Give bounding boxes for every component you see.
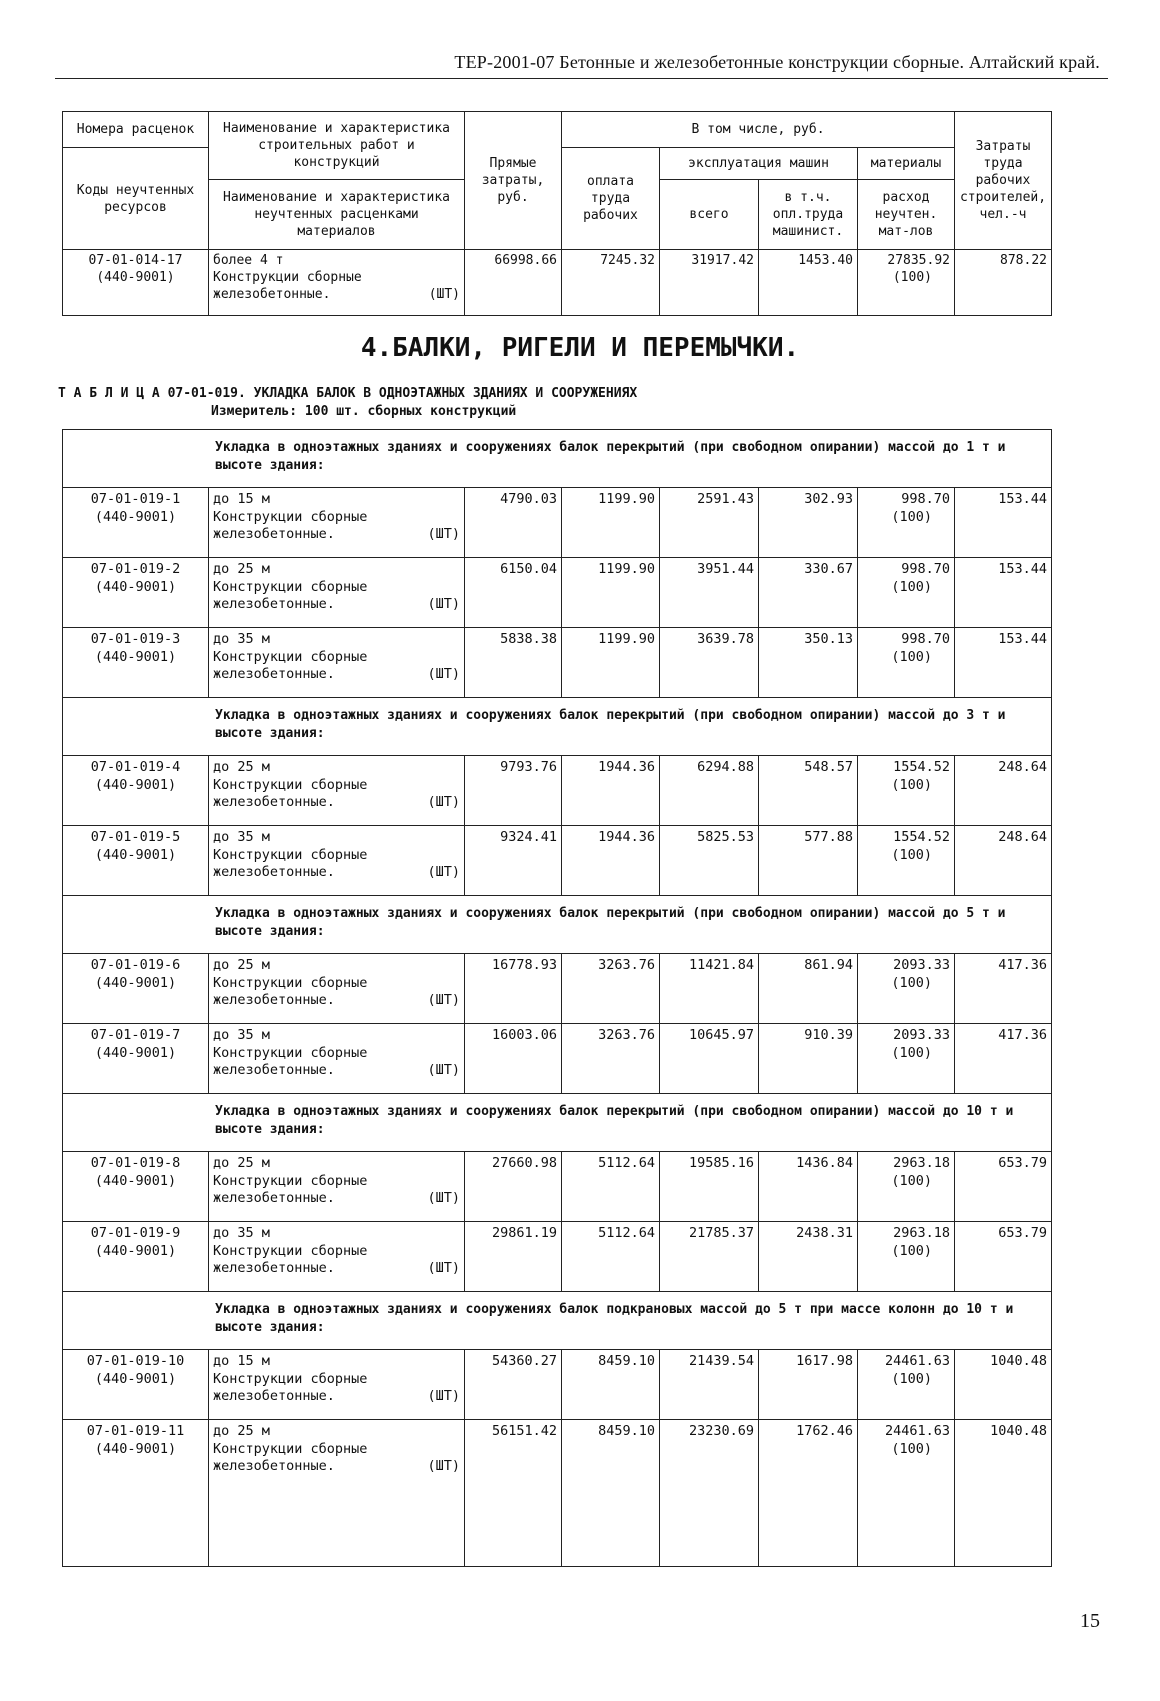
material-unit: (ШТ)	[427, 794, 460, 810]
material-qty: (100)	[892, 270, 932, 285]
material-unit: (ШТ)	[428, 287, 460, 302]
machines-total: 6294.88	[660, 756, 759, 826]
material-qty: (100)	[891, 1172, 932, 1189]
materials-cost: 998.70	[901, 491, 950, 507]
machines-total: 23230.69	[660, 1420, 759, 1567]
rate-description: до 25 м	[213, 957, 270, 973]
labor-hours: 1040.48	[955, 1350, 1052, 1420]
rates-table-019	[62, 429, 1052, 1567]
rate-code: 07-01-019-3	[90, 631, 181, 647]
material-name: Конструкции сборные железобетонные.	[213, 974, 368, 1008]
labor-hours: 153.44	[955, 628, 1052, 698]
material-qty: (100)	[891, 846, 932, 863]
rate-code: 07-01-019-1	[90, 491, 181, 507]
table-row	[63, 1152, 1052, 1222]
group-header-row	[63, 896, 1052, 954]
labor-hours: 153.44	[955, 488, 1052, 558]
material-name: Конструкции сборные железобетонные.	[213, 270, 362, 302]
rate-code: 07-01-019-4	[90, 759, 181, 775]
material-unit: (ШТ)	[427, 1190, 460, 1206]
material-qty: (100)	[891, 1044, 932, 1061]
page-number: 15	[1080, 1610, 1100, 1632]
rate-description: до 35 м	[213, 1027, 270, 1043]
table-caption: Т А Б Л И Ц А 07-01-019. УКЛАДКА БАЛОК В ОДНОЭТАЖНЫХ ЗДАНИЯХ И СООРУЖЕНИЯХ	[58, 386, 638, 401]
labor-pay: 5112.64	[562, 1152, 660, 1222]
col-header-incl-pay: в т.ч. опл.труда машинист.	[759, 180, 858, 250]
labor-pay: 5112.64	[562, 1222, 660, 1292]
material-unit: (ШТ)	[427, 666, 460, 682]
resource-code: (440-9001)	[94, 578, 177, 595]
resource-code: (440-9001)	[94, 648, 177, 665]
direct-cost: 29861.19	[465, 1222, 562, 1292]
rate-code: 07-01-019-2	[90, 561, 181, 577]
material-unit: (ШТ)	[427, 864, 460, 880]
material-name: Конструкции сборные железобетонные.	[213, 648, 368, 682]
materials-cost: 27835.92	[887, 253, 950, 268]
rate-description: до 15 м	[213, 1353, 270, 1369]
machines-total: 5825.53	[660, 826, 759, 896]
materials-cost: 998.70	[901, 631, 950, 647]
material-name: Конструкции сборные железобетонные.	[213, 1242, 368, 1276]
material-unit: (ШТ)	[427, 992, 460, 1008]
direct-cost: 56151.42	[465, 1420, 562, 1567]
machinist-pay: 910.39	[759, 1024, 858, 1094]
labor-pay: 1944.36	[562, 826, 660, 896]
rate-code: 07-01-019-9	[90, 1225, 181, 1241]
labor-pay: 1944.36	[562, 756, 660, 826]
machines-total: 19585.16	[660, 1152, 759, 1222]
labor-pay: 3263.76	[562, 954, 660, 1024]
rate-description: до 25 м	[213, 759, 270, 775]
labor-pay: 8459.10	[562, 1350, 660, 1420]
table-row	[63, 1420, 1052, 1567]
col-header-incl: В том числе, руб.	[562, 112, 955, 148]
material-qty: (100)	[891, 776, 932, 793]
rate-description: более 4 т	[213, 253, 284, 268]
material-name: Конструкции сборные железобетонные.	[213, 776, 368, 810]
group-header-row	[63, 1094, 1052, 1152]
materials-cost: 1554.52	[893, 829, 950, 845]
machinist-pay: 577.88	[759, 826, 858, 896]
resource-code: (440-9001)	[96, 270, 175, 285]
table-row	[63, 756, 1052, 826]
group-title: Укладка в одноэтажных зданиях и сооружениях балок перекрытий (при свободном опирании) массой до 3 т и высоте здания:	[63, 698, 1052, 756]
direct-cost: 27660.98	[465, 1152, 562, 1222]
rate-code: 07-01-019-8	[90, 1155, 181, 1171]
labor-hours: 878.22	[955, 250, 1052, 316]
header-rule	[55, 78, 1108, 79]
machinist-pay: 861.94	[759, 954, 858, 1024]
col-header-name: Наименование и характеристика строительных работ и конструкций	[209, 112, 465, 180]
material-name: Конструкции сборные железобетонные.	[213, 1370, 368, 1404]
col-header-labor: Затраты труда рабочих строителей, чел.-ч	[955, 112, 1052, 250]
labor-hours: 153.44	[955, 558, 1052, 628]
rate-description: до 25 м	[213, 1155, 270, 1171]
labor-pay: 8459.10	[562, 1420, 660, 1567]
rate-code: 07-01-019-6	[90, 957, 181, 973]
material-name: Конструкции сборные железобетонные.	[213, 846, 368, 880]
col-header-material-name: Наименование и характеристика неучтенных расценками материалов	[209, 180, 465, 250]
labor-pay: 7245.32	[562, 250, 660, 316]
material-qty: (100)	[891, 1242, 932, 1259]
resource-code: (440-9001)	[94, 1370, 177, 1387]
materials-cost: 998.70	[901, 561, 950, 577]
resource-code: (440-9001)	[94, 1172, 177, 1189]
machinist-pay: 1453.40	[759, 250, 858, 316]
materials-cost: 2963.18	[893, 1155, 950, 1171]
table-row	[63, 954, 1052, 1024]
material-unit: (ШТ)	[427, 1062, 460, 1078]
material-name: Конструкции сборные железобетонные.	[213, 1440, 368, 1474]
labor-hours: 248.64	[955, 756, 1052, 826]
material-name: Конструкции сборные железобетонные.	[213, 1044, 368, 1078]
group-header-row	[63, 698, 1052, 756]
machines-total: 3639.78	[660, 628, 759, 698]
table-row	[63, 1024, 1052, 1094]
material-name: Конструкции сборные железобетонные.	[213, 578, 368, 612]
col-header-unaccounted: расход неучтен. мат-лов	[858, 180, 955, 250]
col-header-materials: материалы	[858, 148, 955, 180]
resource-code: (440-9001)	[94, 846, 177, 863]
machines-total: 21439.54	[660, 1350, 759, 1420]
labor-pay: 3263.76	[562, 1024, 660, 1094]
table-row	[63, 826, 1052, 896]
resource-code: (440-9001)	[94, 508, 177, 525]
direct-cost: 16003.06	[465, 1024, 562, 1094]
labor-pay: 1199.90	[562, 558, 660, 628]
resource-code: (440-9001)	[94, 1242, 177, 1259]
machinist-pay: 2438.31	[759, 1222, 858, 1292]
col-header-total: всего	[660, 180, 759, 250]
rate-code: 07-01-019-11	[86, 1423, 185, 1439]
section-title: 4.БАЛКИ, РИГЕЛИ И ПЕРЕМЫЧКИ.	[360, 333, 800, 363]
table-row	[63, 488, 1052, 558]
group-header-row	[63, 1292, 1052, 1350]
materials-cost: 2093.33	[893, 1027, 950, 1043]
rate-description: до 35 м	[213, 631, 270, 647]
machinist-pay: 1436.84	[759, 1152, 858, 1222]
labor-hours: 417.36	[955, 954, 1052, 1024]
materials-cost: 24461.63	[884, 1423, 950, 1439]
machinist-pay: 330.67	[759, 558, 858, 628]
col-header-pay: оплата труда рабочих	[562, 148, 660, 250]
materials-cost: 2963.18	[893, 1225, 950, 1241]
rate-code: 07-01-019-7	[90, 1027, 181, 1043]
labor-hours: 248.64	[955, 826, 1052, 896]
material-unit: (ШТ)	[427, 1388, 460, 1404]
material-name: Конструкции сборные железобетонные.	[213, 1172, 368, 1206]
resource-code: (440-9001)	[94, 974, 177, 991]
material-unit: (ШТ)	[427, 596, 460, 612]
group-header-row	[63, 430, 1052, 488]
running-header: ТЕР-2001-07 Бетонные и железобетонные конструкции сборные. Алтайский край.	[454, 52, 1100, 72]
rate-description: до 25 м	[213, 561, 270, 577]
col-header-codes: Номера расценок	[63, 112, 209, 148]
col-header-resources: Коды неучтенных ресурсов	[63, 148, 209, 250]
machines-total: 10645.97	[660, 1024, 759, 1094]
machines-total: 21785.37	[660, 1222, 759, 1292]
machinist-pay: 1617.98	[759, 1350, 858, 1420]
rates-table-top	[62, 111, 1052, 316]
direct-cost: 9324.41	[465, 826, 562, 896]
table-row	[63, 558, 1052, 628]
materials-cost: 2093.33	[893, 957, 950, 973]
col-header-direct: Прямые затраты, руб.	[465, 112, 562, 250]
material-unit: (ШТ)	[427, 1260, 460, 1276]
col-header-machines: эксплуатация машин	[660, 148, 858, 180]
resource-code: (440-9001)	[94, 776, 177, 793]
material-qty: (100)	[891, 1370, 932, 1387]
material-qty: (100)	[891, 1440, 932, 1457]
rate-code: 07-01-019-10	[86, 1353, 185, 1369]
table-row	[63, 1350, 1052, 1420]
material-qty: (100)	[891, 578, 932, 595]
group-title: Укладка в одноэтажных зданиях и сооружениях балок перекрытий (при свободном опирании) массой до 1 т и высоте здания:	[63, 430, 1052, 488]
material-unit: (ШТ)	[427, 1458, 460, 1474]
resource-code: (440-9001)	[94, 1440, 177, 1457]
resource-code: (440-9001)	[94, 1044, 177, 1061]
material-qty: (100)	[891, 974, 932, 991]
table-row	[63, 628, 1052, 698]
machines-total: 3951.44	[660, 558, 759, 628]
labor-hours: 653.79	[955, 1222, 1052, 1292]
machinist-pay: 1762.46	[759, 1420, 858, 1567]
rate-description: до 15 м	[213, 491, 270, 507]
direct-cost: 9793.76	[465, 756, 562, 826]
direct-cost: 66998.66	[465, 250, 562, 316]
machinist-pay: 350.13	[759, 628, 858, 698]
rate-code: 07-01-014-17	[88, 253, 183, 268]
machinist-pay: 302.93	[759, 488, 858, 558]
direct-cost: 54360.27	[465, 1350, 562, 1420]
rate-code: 07-01-019-5	[90, 829, 181, 845]
machines-total: 31917.42	[660, 250, 759, 316]
group-title: Укладка в одноэтажных зданиях и сооружениях балок перекрытий (при свободном опирании) массой до 5 т и высоте здания:	[63, 896, 1052, 954]
material-qty: (100)	[891, 648, 932, 665]
direct-cost: 16778.93	[465, 954, 562, 1024]
machines-total: 11421.84	[660, 954, 759, 1024]
group-title: Укладка в одноэтажных зданиях и сооружениях балок подкрановых массой до 5 т при массе колонн до 10 т и высоте здания:	[63, 1292, 1052, 1350]
rate-description: до 25 м	[213, 1423, 270, 1439]
labor-pay: 1199.90	[562, 488, 660, 558]
labor-hours: 417.36	[955, 1024, 1052, 1094]
rate-description: до 35 м	[213, 829, 270, 845]
table-row	[63, 250, 1052, 316]
table-row	[63, 1222, 1052, 1292]
materials-cost: 1554.52	[893, 759, 950, 775]
table-meter: Измеритель: 100 шт. сборных конструкций	[211, 404, 517, 419]
direct-cost: 4790.03	[465, 488, 562, 558]
labor-hours: 1040.48	[955, 1420, 1052, 1567]
material-unit: (ШТ)	[427, 526, 460, 542]
direct-cost: 6150.04	[465, 558, 562, 628]
rate-description: до 35 м	[213, 1225, 270, 1241]
material-qty: (100)	[891, 508, 932, 525]
labor-hours: 653.79	[955, 1152, 1052, 1222]
machines-total: 2591.43	[660, 488, 759, 558]
material-name: Конструкции сборные железобетонные.	[213, 508, 368, 542]
materials-cost: 24461.63	[884, 1353, 950, 1369]
direct-cost: 5838.38	[465, 628, 562, 698]
group-title: Укладка в одноэтажных зданиях и сооружениях балок перекрытий (при свободном опирании) массой до 10 т и высоте здания:	[63, 1094, 1052, 1152]
labor-pay: 1199.90	[562, 628, 660, 698]
machinist-pay: 548.57	[759, 756, 858, 826]
